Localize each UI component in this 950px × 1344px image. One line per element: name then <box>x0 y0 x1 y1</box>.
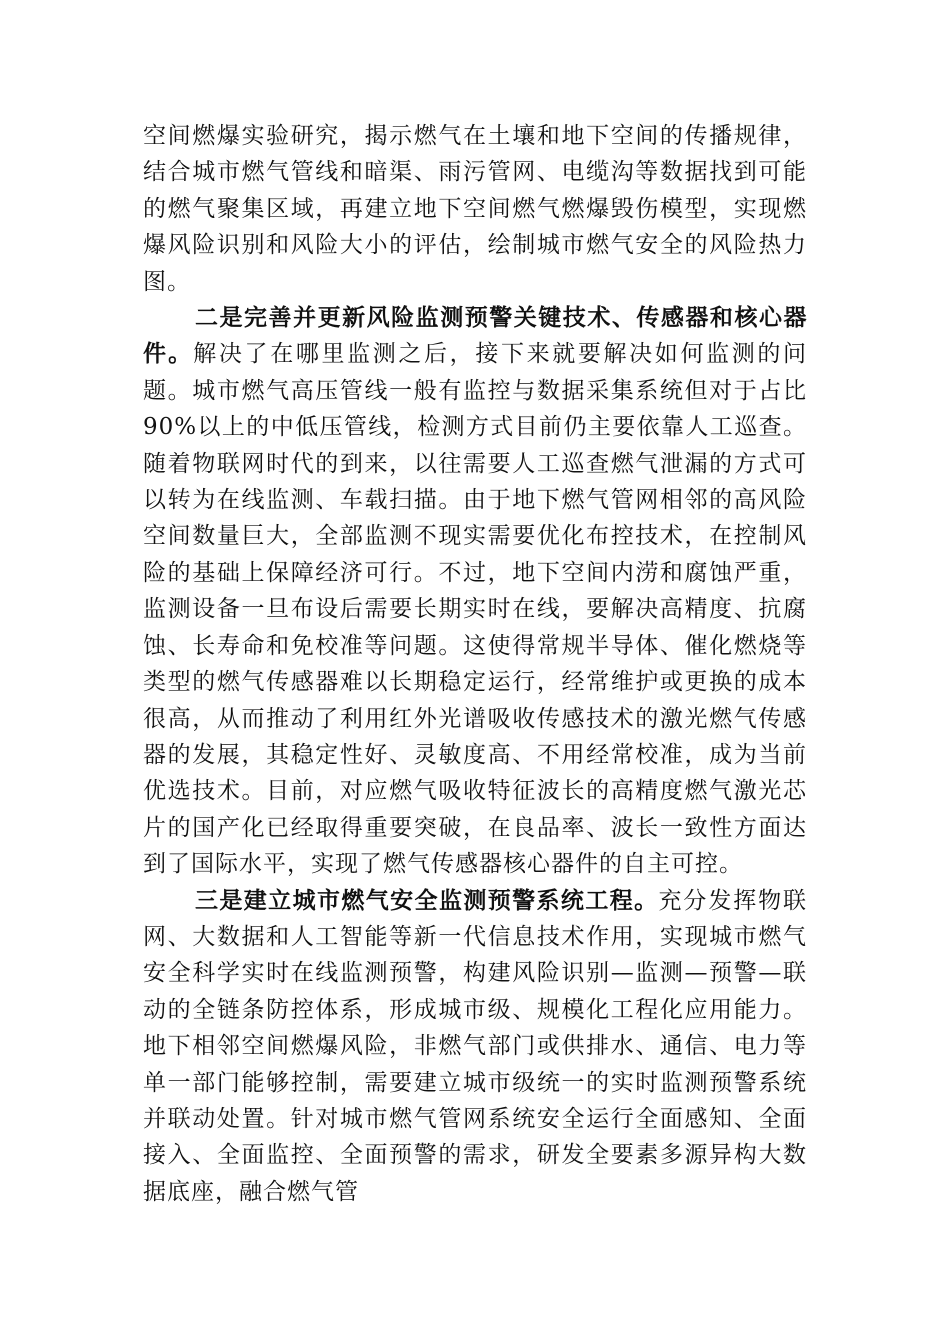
paragraph-2 <box>143 300 807 883</box>
paragraph-2-text: 解决了在哪里监测之后，接下来就要解决如何监测的问题。城市燃气高压管线一般有监控与数据采集系统但对于占比90%以上的中低压管线，检测方式目前仍主要依靠人工巡查。随着物联网时代的到来，以往需要人工巡查燃气泄漏的方式可以转为在线监测、车载扫描。由于地下燃气管网相邻的高风险空间数量巨大，全部监测不现实需要优化布控技术，在控制风险的基础上保障经济可行。不过，地下空间内涝和腐蚀严重，监测设备一旦布设后需要长期实时在线，要解决高精度、抗腐蚀、长寿命和免校准等问题。这使得常规半导体、催化燃烧等类型的燃气传感器难以长期稳定运行，经常维护或更换的成本很高，从而推动了利用红外光谱吸收传感技术的激光燃气传感器的发展，其稳定性好、灵敏度高、不用经常校准，成为当前优选技术。目前，对应燃气吸收特征波长的高精度燃气激光芯片的国产化已经取得重要突破，在良品率、波长一致性方面达到了国际水平，实现了燃气传感器核心器件的自主可控。 <box>143 341 808 878</box>
paragraph-3 <box>143 883 807 1211</box>
paragraph-1-text: 空间燃爆实验研究，揭示燃气在土壤和地下空间的传播规律，结合城市燃气管线和暗渠、雨污管网、电缆沟等数据找到可能的燃气聚集区域，再建立地下空间燃气燃爆毁伤模型，实现燃爆风险识别和风险大小的评估，绘制城市燃气安全的风险热力图。 <box>143 123 807 295</box>
paragraph-2-heading: 二是完善并更新风险监测预警关键技术、传感器和核心器件。 <box>143 305 807 368</box>
paragraph-1 <box>143 118 807 300</box>
paragraph-3-text: 充分发挥物联网、大数据和人工智能等新一代信息技术作用，实现城市燃气安全科学实时在线监测预警，构建风险识别—监测—预警—联动的全链条防控体系，形成城市级、规模化工程化应用能力。地下相邻空间燃爆风险，非燃气部门或供排水、通信、电力等单一部门能够控制，需要建立城市级统一的实时监测预警系统并联动处置。针对城市燃气管网系统安全运行全面感知、全面接入、全面监控、全面预警的需求，研发全要素多源异构大数据底座，融合燃气管 <box>143 887 808 1205</box>
paragraph-3-heading: 三是建立城市燃气安全监测预警系统工程。 <box>195 887 659 914</box>
document-page <box>143 118 807 1210</box>
